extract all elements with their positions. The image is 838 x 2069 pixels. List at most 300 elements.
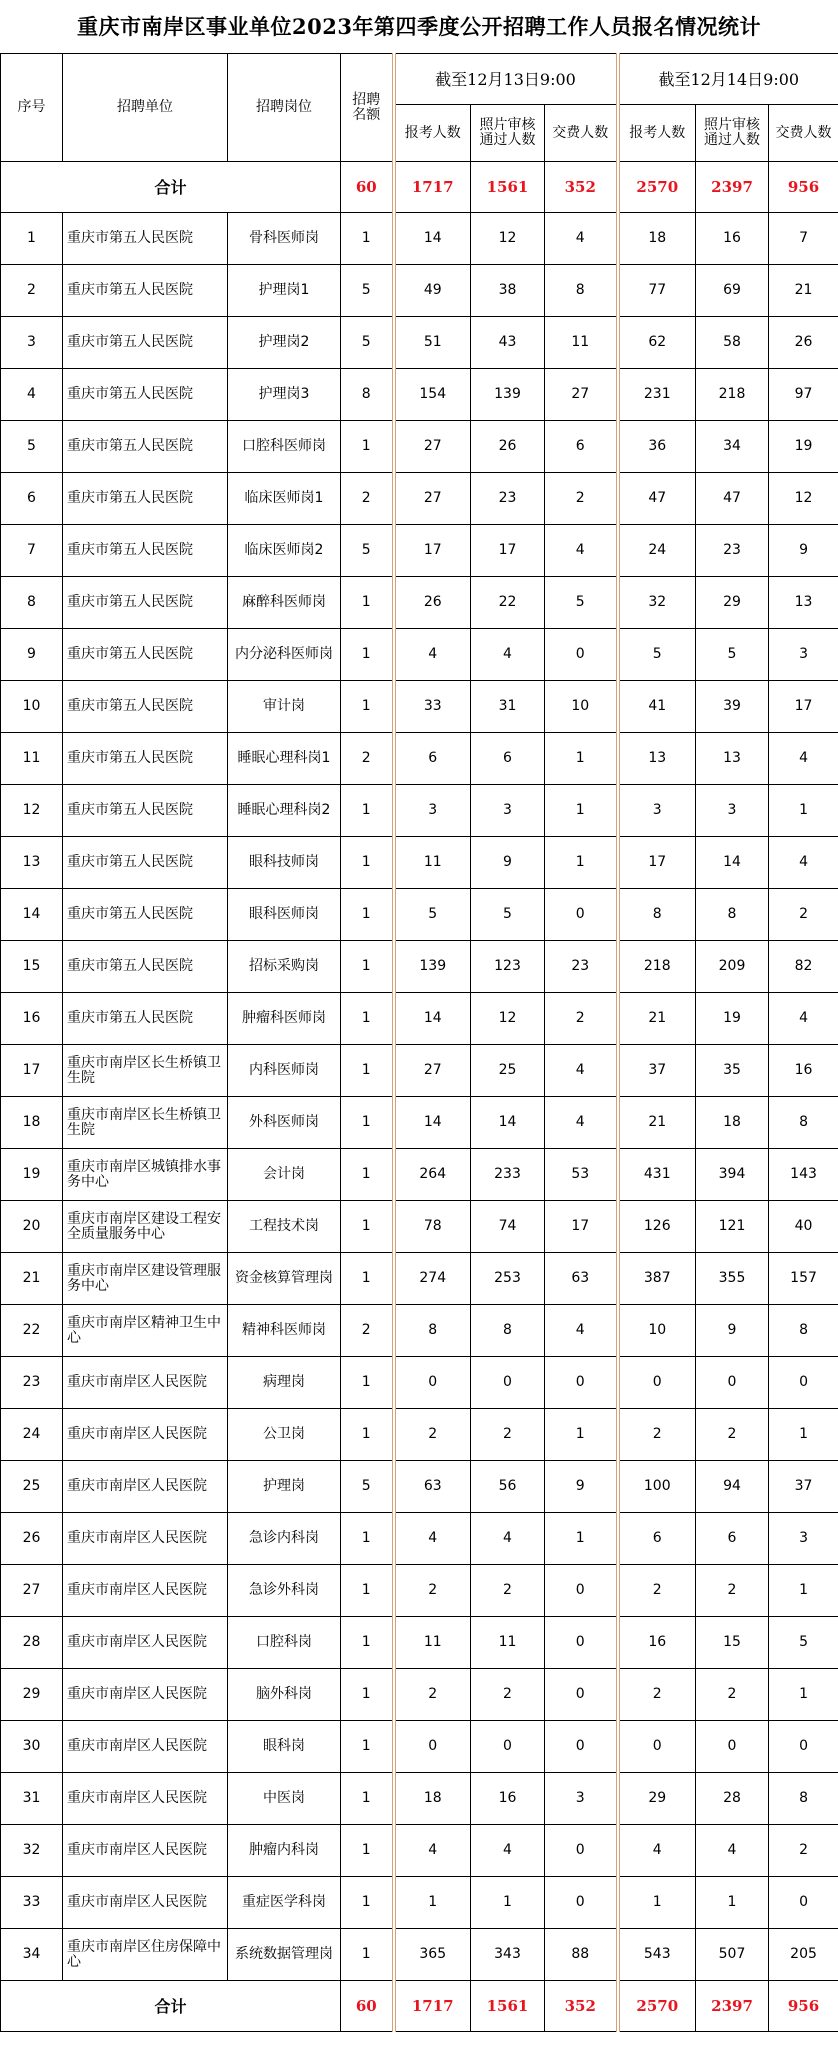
- cell-unit: 重庆市第五人民医院: [63, 681, 228, 733]
- cell-applicants-2: 3: [618, 785, 696, 837]
- cell-no: 31: [1, 1773, 63, 1825]
- cell-photo-passed-2: 507: [696, 1929, 769, 1981]
- cell-unit: 重庆市南岸区住房保障中心: [63, 1929, 228, 1981]
- cell-quota: 1: [341, 1565, 394, 1617]
- cell-applicants-2: 1: [618, 1877, 696, 1929]
- cell-applicants-1: 8: [394, 1305, 471, 1357]
- cell-no: 24: [1, 1409, 63, 1461]
- cell-unit: 重庆市第五人民医院: [63, 993, 228, 1045]
- total-applicants-1: 1717: [394, 162, 471, 213]
- cell-unit: 重庆市第五人民医院: [63, 733, 228, 785]
- cell-applicants-2: 32: [618, 577, 696, 629]
- cell-quota: 1: [341, 1149, 394, 1201]
- cell-no: 11: [1, 733, 63, 785]
- cell-photo-passed-1: 43: [471, 317, 545, 369]
- cell-photo-passed-1: 139: [471, 369, 545, 421]
- cell-paid-1: 23: [545, 941, 618, 993]
- cell-applicants-2: 47: [618, 473, 696, 525]
- header-unit: 招聘单位: [63, 54, 228, 162]
- cell-quota: 1: [341, 421, 394, 473]
- cell-applicants-1: 33: [394, 681, 471, 733]
- cell-quota: 8: [341, 369, 394, 421]
- header-post: 招聘岗位: [228, 54, 341, 162]
- cell-photo-passed-2: 5: [696, 629, 769, 681]
- cell-paid-1: 4: [545, 1045, 618, 1097]
- cell-paid-2: 8: [769, 1097, 838, 1149]
- cell-applicants-2: 13: [618, 733, 696, 785]
- cell-paid-1: 10: [545, 681, 618, 733]
- cell-unit: 重庆市第五人民医院: [63, 421, 228, 473]
- cell-photo-passed-1: 17: [471, 525, 545, 577]
- table-row: [1, 1253, 838, 1305]
- cell-photo-passed-1: 74: [471, 1201, 545, 1253]
- cell-photo-passed-1: 6: [471, 733, 545, 785]
- cell-applicants-1: 2: [394, 1669, 471, 1721]
- cell-paid-2: 205: [769, 1929, 838, 1981]
- cell-photo-passed-2: 69: [696, 265, 769, 317]
- cell-applicants-2: 41: [618, 681, 696, 733]
- cell-unit: 重庆市南岸区人民医院: [63, 1825, 228, 1877]
- cell-applicants-1: 4: [394, 1825, 471, 1877]
- header-group-dec14: 截至12月14日9:00: [618, 54, 838, 105]
- cell-photo-passed-2: 58: [696, 317, 769, 369]
- cell-no: 17: [1, 1045, 63, 1097]
- cell-applicants-2: 387: [618, 1253, 696, 1305]
- total-quota: 60: [341, 1981, 394, 2032]
- cell-unit: 重庆市南岸区人民医院: [63, 1461, 228, 1513]
- cell-applicants-2: 8: [618, 889, 696, 941]
- cell-applicants-1: 18: [394, 1773, 471, 1825]
- cell-unit: 重庆市第五人民医院: [63, 941, 228, 993]
- cell-unit: 重庆市第五人民医院: [63, 837, 228, 889]
- cell-paid-2: 1: [769, 785, 838, 837]
- cell-quota: 5: [341, 525, 394, 577]
- cell-unit: 重庆市南岸区人民医院: [63, 1877, 228, 1929]
- total-row-top: [1, 162, 838, 213]
- cell-photo-passed-1: 2: [471, 1565, 545, 1617]
- cell-unit: 重庆市南岸区长生桥镇卫生院: [63, 1097, 228, 1149]
- cell-quota: 1: [341, 681, 394, 733]
- cell-paid-2: 7: [769, 213, 838, 265]
- cell-paid-2: 97: [769, 369, 838, 421]
- table-row: [1, 1565, 838, 1617]
- cell-paid-1: 63: [545, 1253, 618, 1305]
- cell-no: 3: [1, 317, 63, 369]
- cell-paid-2: 1: [769, 1409, 838, 1461]
- cell-applicants-2: 62: [618, 317, 696, 369]
- cell-photo-passed-1: 253: [471, 1253, 545, 1305]
- cell-paid-1: 4: [545, 1097, 618, 1149]
- stats-table: [0, 53, 838, 2032]
- cell-no: 8: [1, 577, 63, 629]
- cell-photo-passed-1: 0: [471, 1357, 545, 1409]
- cell-quota: 1: [341, 1669, 394, 1721]
- cell-applicants-1: 264: [394, 1149, 471, 1201]
- cell-no: 20: [1, 1201, 63, 1253]
- header-no: 序号: [1, 54, 63, 162]
- cell-applicants-1: 3: [394, 785, 471, 837]
- cell-paid-1: 8: [545, 265, 618, 317]
- table-row: [1, 265, 838, 317]
- table-row: [1, 733, 838, 785]
- cell-quota: 1: [341, 889, 394, 941]
- cell-photo-passed-2: 13: [696, 733, 769, 785]
- cell-photo-passed-2: 218: [696, 369, 769, 421]
- cell-photo-passed-2: 2: [696, 1669, 769, 1721]
- cell-quota: 2: [341, 473, 394, 525]
- cell-applicants-1: 51: [394, 317, 471, 369]
- cell-post: 病理岗: [228, 1357, 341, 1409]
- cell-quota: 5: [341, 265, 394, 317]
- cell-applicants-1: 78: [394, 1201, 471, 1253]
- cell-no: 28: [1, 1617, 63, 1669]
- table-row: [1, 1045, 838, 1097]
- cell-unit: 重庆市第五人民医院: [63, 629, 228, 681]
- cell-post: 系统数据管理岗: [228, 1929, 341, 1981]
- cell-quota: 1: [341, 837, 394, 889]
- cell-applicants-2: 10: [618, 1305, 696, 1357]
- cell-no: 6: [1, 473, 63, 525]
- cell-unit: 重庆市南岸区长生桥镇卫生院: [63, 1045, 228, 1097]
- cell-paid-1: 1: [545, 837, 618, 889]
- cell-applicants-1: 0: [394, 1721, 471, 1773]
- cell-photo-passed-1: 9: [471, 837, 545, 889]
- cell-photo-passed-1: 2: [471, 1409, 545, 1461]
- table-row: [1, 941, 838, 993]
- table-row: [1, 369, 838, 421]
- cell-unit: 重庆市第五人民医院: [63, 577, 228, 629]
- cell-applicants-2: 0: [618, 1721, 696, 1773]
- cell-applicants-1: 4: [394, 629, 471, 681]
- cell-no: 23: [1, 1357, 63, 1409]
- cell-paid-2: 17: [769, 681, 838, 733]
- total-paid-2: 956: [769, 1981, 838, 2032]
- cell-quota: 2: [341, 733, 394, 785]
- cell-applicants-2: 17: [618, 837, 696, 889]
- cell-paid-2: 2: [769, 1825, 838, 1877]
- cell-paid-1: 4: [545, 213, 618, 265]
- cell-post: 临床医师岗1: [228, 473, 341, 525]
- cell-applicants-2: 21: [618, 993, 696, 1045]
- cell-applicants-1: 139: [394, 941, 471, 993]
- cell-applicants-2: 218: [618, 941, 696, 993]
- cell-paid-1: 1: [545, 1409, 618, 1461]
- cell-applicants-1: 2: [394, 1565, 471, 1617]
- total-applicants-1: 1717: [394, 1981, 471, 2032]
- cell-photo-passed-1: 25: [471, 1045, 545, 1097]
- cell-paid-1: 0: [545, 1357, 618, 1409]
- cell-no: 18: [1, 1097, 63, 1149]
- cell-photo-passed-1: 4: [471, 1513, 545, 1565]
- cell-paid-2: 3: [769, 629, 838, 681]
- cell-post: 招标采购岗: [228, 941, 341, 993]
- cell-applicants-1: 27: [394, 421, 471, 473]
- cell-photo-passed-1: 5: [471, 889, 545, 941]
- table-row: [1, 1721, 838, 1773]
- cell-applicants-1: 274: [394, 1253, 471, 1305]
- cell-paid-2: 13: [769, 577, 838, 629]
- cell-applicants-2: 2: [618, 1565, 696, 1617]
- cell-paid-1: 0: [545, 629, 618, 681]
- cell-applicants-1: 14: [394, 993, 471, 1045]
- cell-post: 护理岗1: [228, 265, 341, 317]
- cell-photo-passed-2: 2: [696, 1565, 769, 1617]
- cell-applicants-2: 126: [618, 1201, 696, 1253]
- cell-photo-passed-1: 22: [471, 577, 545, 629]
- cell-applicants-2: 29: [618, 1773, 696, 1825]
- cell-photo-passed-2: 16: [696, 213, 769, 265]
- cell-photo-passed-2: 9: [696, 1305, 769, 1357]
- cell-paid-2: 4: [769, 993, 838, 1045]
- cell-post: 麻醉科医师岗: [228, 577, 341, 629]
- cell-post: 睡眠心理科岗1: [228, 733, 341, 785]
- cell-no: 12: [1, 785, 63, 837]
- table-row: [1, 629, 838, 681]
- cell-post: 精神科医师岗: [228, 1305, 341, 1357]
- cell-applicants-1: 14: [394, 1097, 471, 1149]
- cell-paid-2: 19: [769, 421, 838, 473]
- cell-unit: 重庆市第五人民医院: [63, 785, 228, 837]
- cell-applicants-2: 543: [618, 1929, 696, 1981]
- table-row: [1, 1461, 838, 1513]
- cell-post: 骨科医师岗: [228, 213, 341, 265]
- table-row: [1, 525, 838, 577]
- cell-photo-passed-2: 355: [696, 1253, 769, 1305]
- cell-photo-passed-1: 233: [471, 1149, 545, 1201]
- cell-applicants-2: 16: [618, 1617, 696, 1669]
- cell-paid-2: 2: [769, 889, 838, 941]
- cell-photo-passed-1: 12: [471, 213, 545, 265]
- cell-paid-1: 4: [545, 525, 618, 577]
- cell-unit: 重庆市南岸区建设管理服务中心: [63, 1253, 228, 1305]
- cell-applicants-2: 2: [618, 1669, 696, 1721]
- cell-quota: 1: [341, 785, 394, 837]
- cell-quota: 2: [341, 1305, 394, 1357]
- cell-unit: 重庆市第五人民医院: [63, 369, 228, 421]
- cell-photo-passed-2: 0: [696, 1721, 769, 1773]
- cell-applicants-2: 100: [618, 1461, 696, 1513]
- cell-no: 33: [1, 1877, 63, 1929]
- cell-no: 25: [1, 1461, 63, 1513]
- cell-unit: 重庆市南岸区建设工程安全质量服务中心: [63, 1201, 228, 1253]
- cell-paid-2: 8: [769, 1305, 838, 1357]
- total-paid-1: 352: [545, 1981, 618, 2032]
- cell-applicants-2: 0: [618, 1357, 696, 1409]
- cell-paid-2: 40: [769, 1201, 838, 1253]
- table-row: [1, 993, 838, 1045]
- cell-paid-1: 27: [545, 369, 618, 421]
- cell-paid-1: 0: [545, 1825, 618, 1877]
- cell-photo-passed-2: 121: [696, 1201, 769, 1253]
- cell-photo-passed-2: 0: [696, 1357, 769, 1409]
- cell-no: 9: [1, 629, 63, 681]
- cell-paid-2: 157: [769, 1253, 838, 1305]
- cell-applicants-1: 2: [394, 1409, 471, 1461]
- cell-photo-passed-2: 14: [696, 837, 769, 889]
- cell-paid-2: 1: [769, 1565, 838, 1617]
- cell-paid-1: 1: [545, 785, 618, 837]
- cell-photo-passed-1: 12: [471, 993, 545, 1045]
- cell-quota: 1: [341, 1357, 394, 1409]
- cell-applicants-1: 11: [394, 837, 471, 889]
- cell-no: 14: [1, 889, 63, 941]
- cell-quota: 1: [341, 577, 394, 629]
- cell-post: 审计岗: [228, 681, 341, 733]
- cell-applicants-1: 63: [394, 1461, 471, 1513]
- table-row: [1, 1669, 838, 1721]
- table-body: [1, 213, 838, 1981]
- cell-unit: 重庆市南岸区人民医院: [63, 1565, 228, 1617]
- cell-no: 27: [1, 1565, 63, 1617]
- header-paid-1: 交费人数: [545, 105, 618, 162]
- cell-no: 4: [1, 369, 63, 421]
- cell-post: 工程技术岗: [228, 1201, 341, 1253]
- cell-unit: 重庆市南岸区人民医院: [63, 1409, 228, 1461]
- cell-paid-1: 53: [545, 1149, 618, 1201]
- cell-paid-1: 9: [545, 1461, 618, 1513]
- total-quota: 60: [341, 162, 394, 213]
- cell-paid-2: 21: [769, 265, 838, 317]
- header-photo-passed-1: 照片审核通过人数: [471, 105, 545, 162]
- cell-paid-1: 0: [545, 1669, 618, 1721]
- table-row: [1, 421, 838, 473]
- header-applicants-2: 报考人数: [618, 105, 696, 162]
- table-row: [1, 317, 838, 369]
- cell-quota: 1: [341, 1409, 394, 1461]
- cell-paid-2: 82: [769, 941, 838, 993]
- cell-photo-passed-2: 2: [696, 1409, 769, 1461]
- cell-paid-1: 88: [545, 1929, 618, 1981]
- cell-photo-passed-2: 47: [696, 473, 769, 525]
- cell-photo-passed-1: 4: [471, 629, 545, 681]
- cell-paid-2: 0: [769, 1721, 838, 1773]
- cell-applicants-1: 154: [394, 369, 471, 421]
- cell-post: 肿瘤科医师岗: [228, 993, 341, 1045]
- cell-paid-1: 2: [545, 993, 618, 1045]
- cell-quota: 1: [341, 1045, 394, 1097]
- table-row: [1, 1929, 838, 1981]
- cell-paid-2: 26: [769, 317, 838, 369]
- cell-photo-passed-2: 8: [696, 889, 769, 941]
- cell-unit: 重庆市第五人民医院: [63, 525, 228, 577]
- cell-photo-passed-1: 23: [471, 473, 545, 525]
- cell-paid-1: 2: [545, 473, 618, 525]
- cell-no: 19: [1, 1149, 63, 1201]
- cell-photo-passed-1: 0: [471, 1721, 545, 1773]
- total-paid-2: 956: [769, 162, 838, 213]
- cell-photo-passed-2: 1: [696, 1877, 769, 1929]
- cell-quota: 1: [341, 1721, 394, 1773]
- cell-quota: 1: [341, 213, 394, 265]
- cell-photo-passed-1: 26: [471, 421, 545, 473]
- cell-photo-passed-2: 3: [696, 785, 769, 837]
- cell-post: 急诊内科岗: [228, 1513, 341, 1565]
- cell-unit: 重庆市第五人民医院: [63, 317, 228, 369]
- table-row: [1, 785, 838, 837]
- cell-post: 临床医师岗2: [228, 525, 341, 577]
- cell-photo-passed-1: 11: [471, 1617, 545, 1669]
- cell-paid-1: 0: [545, 1877, 618, 1929]
- cell-no: 15: [1, 941, 63, 993]
- cell-post: 护理岗2: [228, 317, 341, 369]
- cell-unit: 重庆市第五人民医院: [63, 889, 228, 941]
- table-row: [1, 1409, 838, 1461]
- cell-paid-1: 0: [545, 1617, 618, 1669]
- cell-paid-1: 1: [545, 1513, 618, 1565]
- cell-quota: 1: [341, 993, 394, 1045]
- cell-post: 眼科岗: [228, 1721, 341, 1773]
- cell-paid-2: 37: [769, 1461, 838, 1513]
- cell-applicants-2: 231: [618, 369, 696, 421]
- cell-paid-2: 0: [769, 1877, 838, 1929]
- cell-post: 重症医学科岗: [228, 1877, 341, 1929]
- cell-photo-passed-1: 1: [471, 1877, 545, 1929]
- header-photo-passed-2: 照片审核通过人数: [696, 105, 769, 162]
- cell-quota: 1: [341, 1617, 394, 1669]
- table-row: [1, 1617, 838, 1669]
- cell-post: 公卫岗: [228, 1409, 341, 1461]
- cell-applicants-2: 6: [618, 1513, 696, 1565]
- cell-applicants-1: 5: [394, 889, 471, 941]
- cell-paid-1: 5: [545, 577, 618, 629]
- cell-quota: 1: [341, 1877, 394, 1929]
- cell-applicants-1: 6: [394, 733, 471, 785]
- cell-photo-passed-2: 23: [696, 525, 769, 577]
- table-row: [1, 1149, 838, 1201]
- total-photo-passed-1: 1561: [471, 1981, 545, 2032]
- cell-unit: 重庆市第五人民医院: [63, 473, 228, 525]
- total-applicants-2: 2570: [618, 162, 696, 213]
- table-row: [1, 577, 838, 629]
- cell-photo-passed-1: 16: [471, 1773, 545, 1825]
- table-row: [1, 213, 838, 265]
- page-title: 重庆市南岸区事业单位2023年第四季度公开招聘工作人员报名情况统计: [77, 14, 761, 39]
- cell-photo-passed-2: 15: [696, 1617, 769, 1669]
- cell-no: 30: [1, 1721, 63, 1773]
- cell-photo-passed-2: 29: [696, 577, 769, 629]
- cell-paid-1: 17: [545, 1201, 618, 1253]
- cell-photo-passed-1: 38: [471, 265, 545, 317]
- cell-applicants-1: 49: [394, 265, 471, 317]
- cell-paid-1: 0: [545, 1565, 618, 1617]
- cell-no: 5: [1, 421, 63, 473]
- cell-no: 2: [1, 265, 63, 317]
- cell-no: 13: [1, 837, 63, 889]
- cell-quota: 1: [341, 1097, 394, 1149]
- cell-unit: 重庆市南岸区人民医院: [63, 1773, 228, 1825]
- cell-applicants-2: 37: [618, 1045, 696, 1097]
- header-quota: 招聘名额: [341, 54, 394, 162]
- cell-applicants-1: 27: [394, 1045, 471, 1097]
- cell-post: 眼科技师岗: [228, 837, 341, 889]
- cell-photo-passed-1: 123: [471, 941, 545, 993]
- cell-paid-1: 4: [545, 1305, 618, 1357]
- cell-quota: 1: [341, 629, 394, 681]
- cell-no: 7: [1, 525, 63, 577]
- cell-paid-2: 5: [769, 1617, 838, 1669]
- cell-no: 32: [1, 1825, 63, 1877]
- cell-paid-1: 0: [545, 1721, 618, 1773]
- total-photo-passed-1: 1561: [471, 162, 545, 213]
- table-row: [1, 1825, 838, 1877]
- cell-applicants-1: 1: [394, 1877, 471, 1929]
- cell-paid-1: 0: [545, 889, 618, 941]
- cell-paid-2: 143: [769, 1149, 838, 1201]
- cell-paid-2: 1: [769, 1669, 838, 1721]
- table-row: [1, 473, 838, 525]
- cell-no: 26: [1, 1513, 63, 1565]
- cell-quota: 1: [341, 1773, 394, 1825]
